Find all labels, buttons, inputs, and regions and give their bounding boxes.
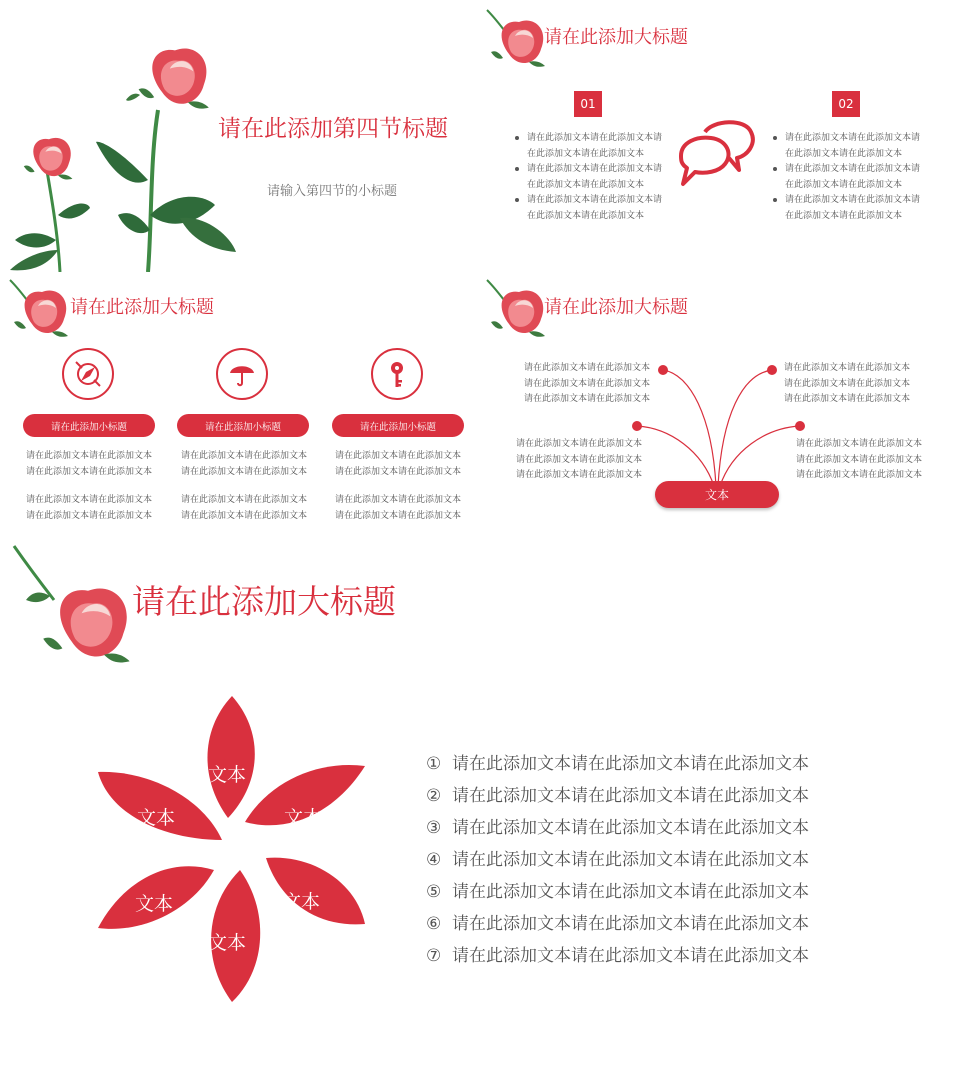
column-2-text-b: 请在此添加文本请在此添加文本 请在此添加文本请在此添加文本 [181,495,308,521]
bullet-line: 在此添加文本请在此添加文本 [785,148,903,159]
center-label: 文本 [655,481,779,508]
subtitle-pill-2: 请在此添加小标题 [177,414,309,437]
slide-5 [0,542,960,1084]
petal-label-lower-right: 文本 [282,891,321,913]
column-1-text-a: 请在此添加文本请在此添加文本 请在此添加文本请在此添加文本 [26,451,153,477]
list-item: ④ 请在此添加文本请在此添加文本请在此添加文本 [426,850,809,870]
text-block-top-left: 请在此添加文本请在此添加文本 请在此添加文本请在此添加文本 请在此添加文本请在此添加文本 [524,363,651,404]
slide-title: 请在此添加大标题 [544,27,688,48]
rose-icon [485,8,547,72]
bullet-line: 请在此添加文本请在此添加文本请 [515,193,662,209]
petal-label-upper-left: 文本 [137,807,176,829]
key-icon [371,348,423,400]
bullet-line: 请在此添加文本请在此添加文本请 [773,131,920,147]
bullet-line: 在此添加文本请在此添加文本 [527,179,645,190]
bullet-line: 在此添加文本请在此添加文本 [527,148,645,159]
list-item: ⑦ 请在此添加文本请在此添加文本请在此添加文本 [426,946,809,966]
right-bullet-list [773,131,920,224]
bullet-line: 在此添加文本请在此添加文本 [527,210,645,221]
section-title: 请在此添加第四节标题 [218,116,448,142]
petal-label-upper-right: 文本 [284,807,323,829]
bullet-line: 请在此添加文本请在此添加文本请 [515,131,662,147]
slide-1 [0,0,470,272]
petal-label-lower-left: 文本 [135,893,174,915]
text-block-bottom-left: 请在此添加文本请在此添加文本 请在此添加文本请在此添加文本 请在此添加文本请在此添加文本 [516,439,643,480]
umbrella-icon [216,348,268,400]
petal-label-top: 文本 [208,764,247,786]
left-bullet-list [515,131,662,224]
number-badge-01: 01 [574,91,602,117]
chat-bubbles-icon [675,118,757,194]
rose-image [10,542,130,672]
slide-title: 请在此添加大标题 [544,297,688,318]
slide-2 [480,0,960,272]
rose-icon [8,278,70,342]
text-block-bottom-right: 请在此添加文本请在此添加文本 请在此添加文本请在此添加文本 请在此添加文本请在此添加文本 [796,439,923,480]
list-item: ② 请在此添加文本请在此添加文本请在此添加文本 [426,786,809,806]
petal-label-bottom: 文本 [208,932,247,954]
rose-bouquet-image [0,40,250,272]
compass-icon [62,348,114,400]
numbered-list [426,748,809,972]
list-item: ③ 请在此添加文本请在此添加文本请在此添加文本 [426,818,809,838]
list-item: ① 请在此添加文本请在此添加文本请在此添加文本 [426,754,809,774]
number-badge-02: 02 [832,91,860,117]
text-block-top-right: 请在此添加文本请在此添加文本 请在此添加文本请在此添加文本 请在此添加文本请在此添加文本 [784,363,911,404]
slide-title: 请在此添加大标题 [70,297,214,318]
bullet-line: 请在此添加文本请在此添加文本请 [515,162,662,178]
slide-4 [480,276,960,538]
petal-flower [90,690,375,1005]
bullet-line: 请在此添加文本请在此添加文本请 [773,193,920,209]
bullet-line: 请在此添加文本请在此添加文本请 [773,162,920,178]
column-3-text-a: 请在此添加文本请在此添加文本 请在此添加文本请在此添加文本 [335,451,462,477]
column-1-text-b: 请在此添加文本请在此添加文本 请在此添加文本请在此添加文本 [26,495,153,521]
column-2-text-a: 请在此添加文本请在此添加文本 请在此添加文本请在此添加文本 [181,451,308,477]
slide-title: 请在此添加大标题 [132,582,396,621]
column-3-text-b: 请在此添加文本请在此添加文本 请在此添加文本请在此添加文本 [335,495,462,521]
bullet-line: 在此添加文本请在此添加文本 [785,210,903,221]
subtitle-pill-1: 请在此添加小标题 [23,414,155,437]
bullet-line: 在此添加文本请在此添加文本 [785,179,903,190]
subtitle-pill-3: 请在此添加小标题 [332,414,464,437]
list-item: ⑤ 请在此添加文本请在此添加文本请在此添加文本 [426,882,809,902]
list-item: ⑥ 请在此添加文本请在此添加文本请在此添加文本 [426,914,809,934]
slide-3 [0,276,470,538]
section-subtitle: 请输入第四节的小标题 [267,184,398,199]
